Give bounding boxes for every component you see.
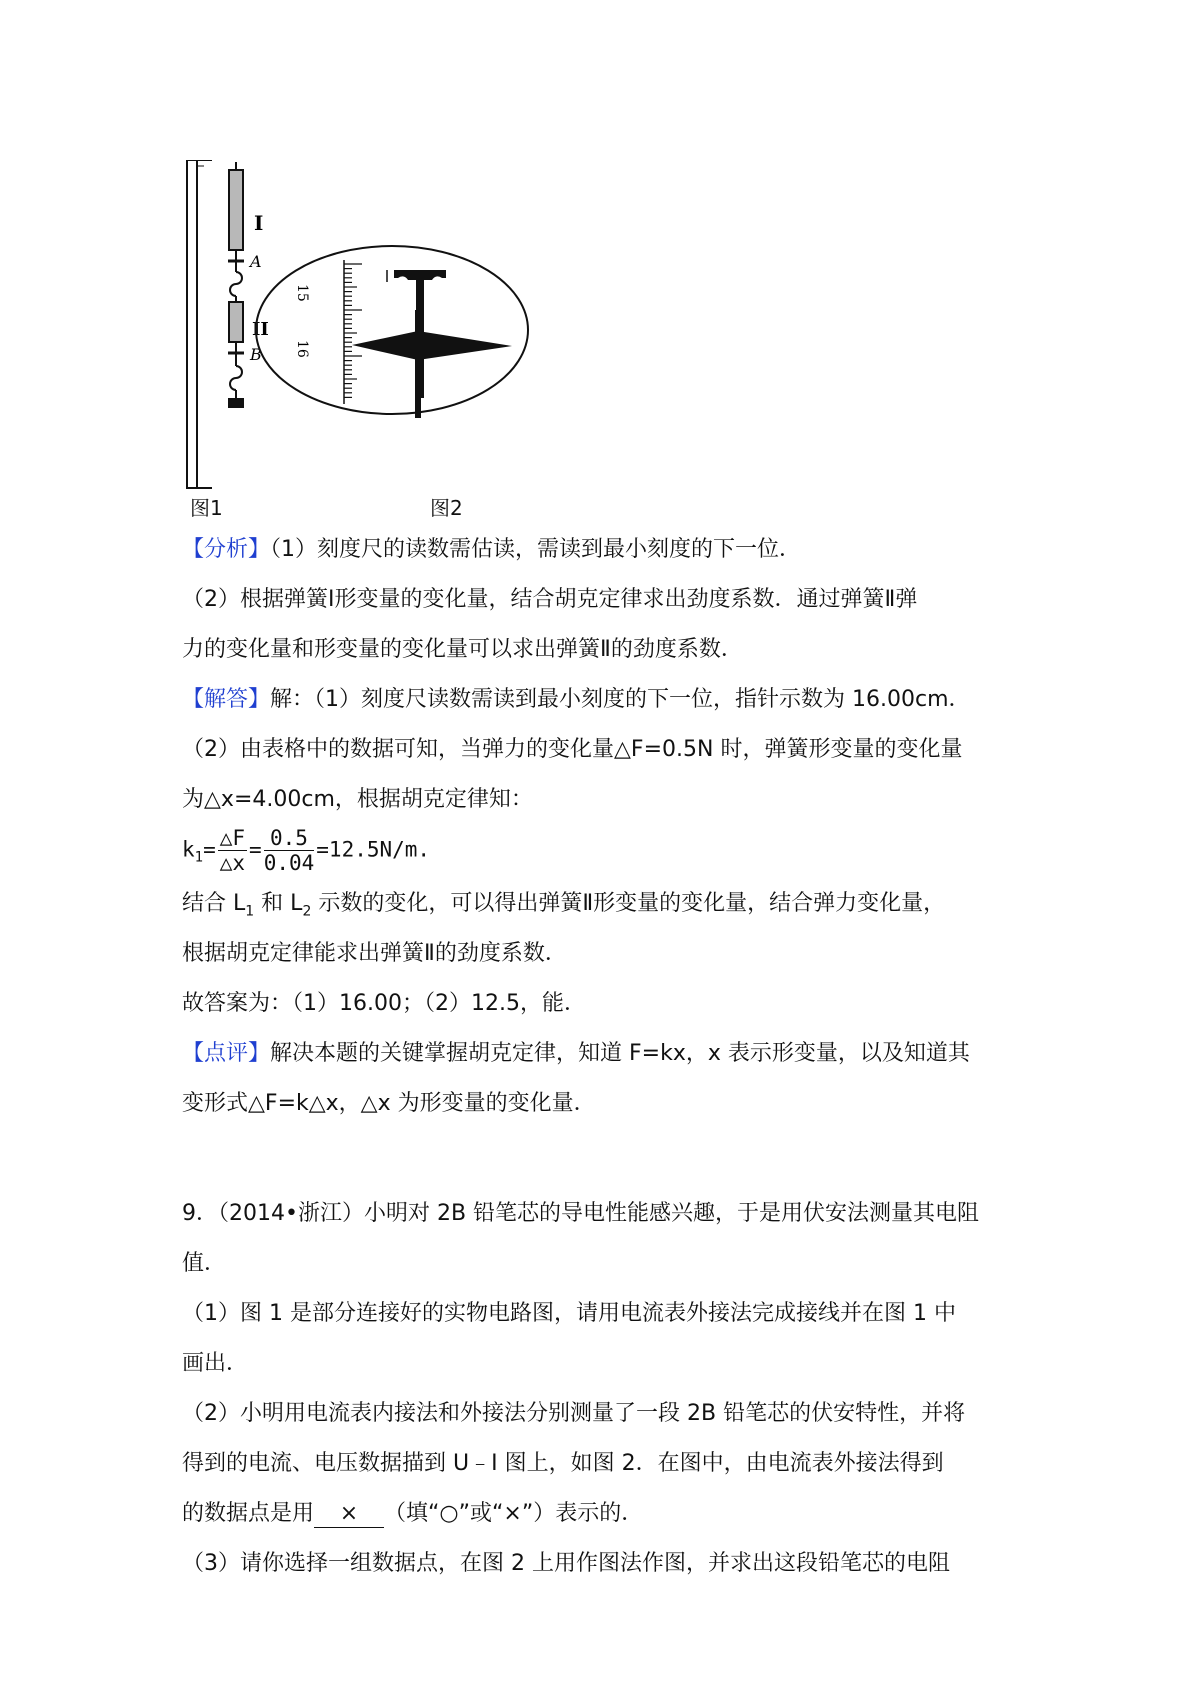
fraction-2-denominator: 0.04	[263, 851, 315, 875]
figures-svg	[182, 160, 602, 500]
q9-line-1: 9．（2014•浙江）小明对 2B 铅笔芯的导电性能感兴趣，于是用伏安法测量其电阻	[182, 1201, 980, 1226]
comment-tag: 【点评】	[182, 1041, 271, 1066]
answer-blank: ×	[314, 1501, 384, 1528]
solution-line-6: 故答案为：（1）16.00；（2）12.5，能．	[182, 991, 586, 1016]
figure-1-caption: 图1	[190, 496, 223, 520]
q9-line-2: 值．	[182, 1251, 227, 1276]
solution-line-2: （2）由表格中的数据可知，当弹力的变化量△F=0.5N 时，弹簧形变量的变化量	[182, 737, 963, 762]
label-spring-2: II	[252, 319, 269, 340]
solution-line-3: 为△x=4.00cm，根据胡克定律知：	[182, 787, 533, 812]
fraction-1-numerator: △F	[219, 826, 246, 850]
formula-fraction-1	[218, 826, 247, 875]
solution-text-1: 解：（1）刻度尺读数需读到最小刻度的下一位，指针示数为 16.00cm．	[270, 687, 971, 712]
label-point-a: A	[250, 252, 262, 271]
pointer-fig2	[256, 246, 528, 418]
q9-line-8: （3）请你选择一组数据点，在图 2 上用作图法作图，并求出这段铅笔芯的电阻	[182, 1551, 950, 1576]
analysis-line-2: （2）根据弹簧Ⅰ形变量的变化量，结合胡克定律求出劲度系数．通过弹簧Ⅱ弹	[182, 587, 918, 612]
q9-line-7-b: （填“○”或“×”）表示的．	[384, 1501, 644, 1526]
figure-area	[182, 160, 602, 520]
analysis-tag: 【分析】	[182, 537, 271, 562]
scale-label-16: 16	[294, 340, 310, 358]
formula-lhs-sub: 1	[194, 849, 204, 866]
line4-part-c: 示数的变化，可以得出弹簧Ⅱ形变量的变化量，结合弹力变化量，	[311, 891, 946, 916]
q9-line-3: （1）图 1 是部分连接好的实物电路图，请用电流表外接法完成接线并在图 1 中	[182, 1301, 956, 1326]
ruler-fig1	[187, 160, 212, 488]
analysis-line-1	[182, 534, 801, 566]
formula-eq2: =	[249, 837, 262, 862]
scale-label-15: 15	[294, 284, 310, 302]
solution-line-1	[182, 684, 971, 716]
figure-2-caption: 图2	[430, 496, 463, 520]
formula-eq1: =	[203, 837, 216, 862]
line4-sub-1: 1	[245, 903, 255, 920]
comment-text-1: 解决本题的关键掌握胡克定律，知道 F=kx，x 表示形变量，以及知道其	[270, 1041, 970, 1066]
spring-2	[228, 296, 244, 408]
q9-line-7-a: 的数据点是用	[182, 1501, 315, 1526]
solution-tag: 【解答】	[182, 687, 271, 712]
q9-line-5: （2）小明用电流表内接法和外接法分别测量了一段 2B 铅笔芯的伏安特性，并将	[182, 1401, 966, 1426]
label-spring-1: I	[254, 211, 264, 235]
solution-line-5: 根据胡克定律能求出弹簧Ⅱ的劲度系数．	[182, 941, 567, 966]
q9-line-7	[182, 1498, 643, 1530]
line4-part-a: 结合 L	[182, 891, 246, 916]
weight-block	[228, 398, 244, 408]
q9-line-6: 得到的电流、电压数据描到 U﹣I 图上，如图 2．在图中，由电流表外接法得到	[182, 1451, 944, 1476]
label-point-b: B	[250, 345, 262, 364]
formula-result: =12.5N/m.	[316, 837, 431, 862]
fraction-1-denominator: △x	[219, 851, 246, 875]
analysis-line-3: 力的变化量和形变量的变化量可以求出弹簧Ⅱ的劲度系数．	[182, 637, 743, 662]
formula-fraction-2	[264, 826, 315, 875]
line4-sub-2: 2	[302, 903, 312, 920]
comment-line-2: 变形式△F=k△x，△x 为形变量的变化量．	[182, 1091, 596, 1116]
solution-line-4	[182, 888, 945, 927]
comment-line-1	[182, 1038, 970, 1070]
analysis-text-1: （1）刻度尺的读数需估读，需读到最小刻度的下一位．	[270, 537, 802, 562]
hooke-formula	[182, 826, 430, 875]
spring-1	[228, 162, 244, 296]
line4-part-b: 和 L	[254, 891, 303, 916]
formula-lhs: k	[182, 837, 195, 862]
q9-line-4: 画出．	[182, 1351, 249, 1376]
fraction-2-numerator: 0.5	[264, 826, 315, 851]
